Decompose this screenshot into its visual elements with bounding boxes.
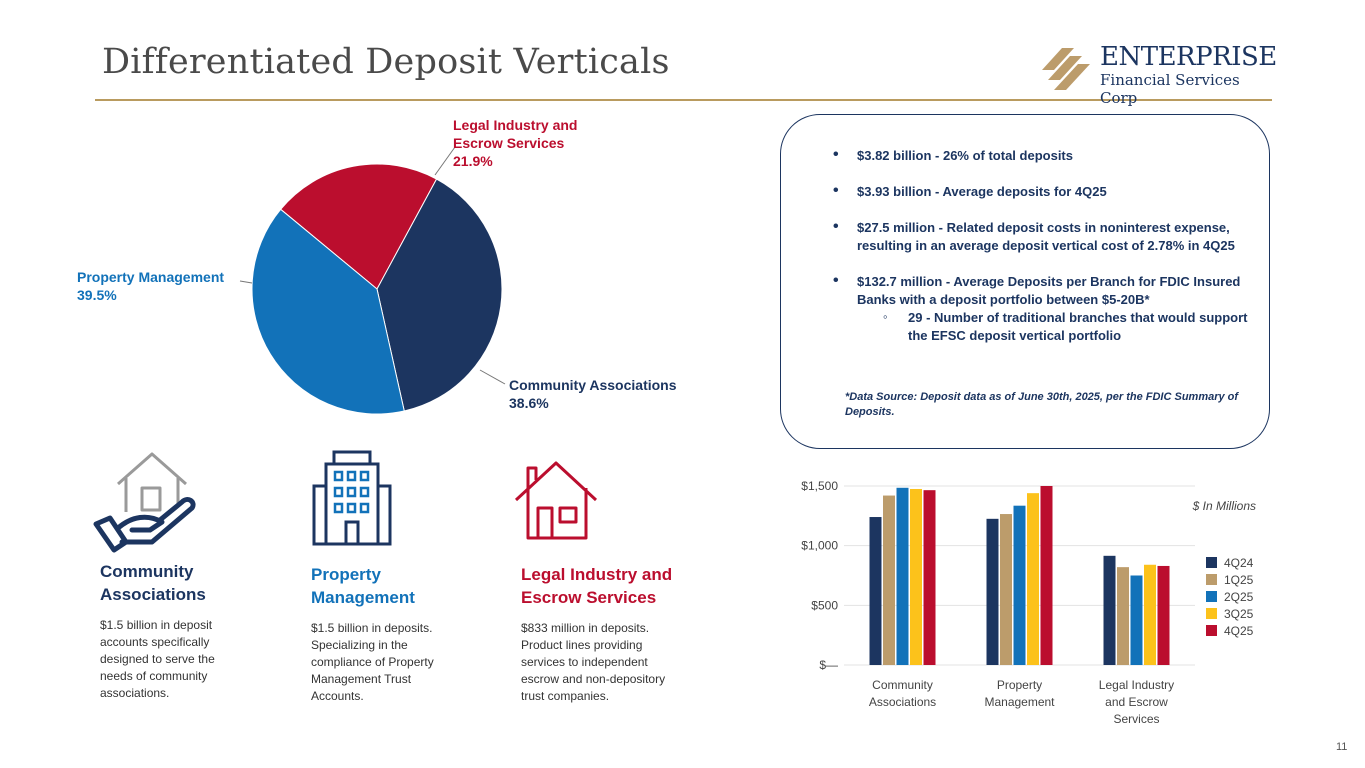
page-title: Differentiated Deposit Verticals [102, 42, 670, 82]
legend-label: 3Q25 [1224, 607, 1254, 621]
bar [910, 489, 922, 665]
x-category-label: Management [984, 695, 1055, 709]
stat-bullet: • $27.5 million - Related deposit costs in noninterest expense, resulting in an average deposit vertical cost of 2.78% in 4Q25 [833, 219, 1253, 255]
bar [1000, 514, 1012, 665]
pie-label-community [509, 376, 689, 412]
vertical-desc-property: $1.5 billion in deposits. Specializing in the compliance of Property Management Trust Accounts. [311, 621, 434, 703]
pie-label-property-name: Property Management [77, 269, 225, 285]
vertical-desc-community: $1.5 billion in deposit accounts specifically designed to serve the needs of community associations. [100, 618, 215, 700]
bar [1144, 565, 1156, 665]
x-category-label: Community [872, 678, 933, 692]
stat-bullet: • $3.82 billion - 26% of total deposits [833, 147, 1253, 165]
vertical-title-legal: Legal Industry and Escrow Services [521, 565, 673, 607]
logo-mark-icon [1040, 42, 1096, 92]
vertical-title-community: Community Associations [100, 562, 206, 604]
pie-label-property-value: 39.5% [77, 287, 117, 303]
x-category-label: Associations [868, 695, 937, 709]
pie-leader-line [435, 147, 455, 175]
stat-sub-bullet: ◦ 29 - Number of traditional branches that would support the EFSC deposit vertical portfolio [833, 309, 1253, 345]
page-number: 11 [1336, 741, 1348, 753]
legend-swatch [1206, 574, 1217, 585]
legend-swatch [1206, 608, 1217, 619]
bar [1117, 567, 1129, 665]
deposit-stats-list [833, 147, 1253, 363]
house-icon [512, 460, 600, 542]
bar [883, 496, 895, 665]
stat-bullet: • $132.7 million - Average Deposits per Branch for FDIC Insured Banks with a deposit portfolio between $5-20B* [833, 273, 1253, 309]
bar [1014, 506, 1026, 665]
legend-label: 2Q25 [1224, 590, 1254, 604]
bar [1027, 493, 1039, 665]
pie-label-community-name: Community Associations [509, 377, 677, 393]
pie-label-legal [453, 116, 613, 170]
logo-subtitle: Financial Services Corp [1100, 71, 1240, 107]
x-category-label: Legal Industry [1098, 678, 1175, 692]
quarterly-deposits-bar-chart [780, 460, 1280, 735]
y-tick-label: $1,500 [801, 479, 838, 493]
unit-note: $ In Millions [1192, 499, 1256, 513]
logo-name: ENTERPRISE [1100, 42, 1277, 72]
y-tick-label: $— [819, 658, 838, 672]
pie-label-property [77, 268, 247, 304]
x-category-label: Property [996, 678, 1043, 692]
bar [870, 517, 882, 665]
vertical-title-property: Property Management [311, 565, 415, 607]
hand-house-icon [92, 450, 198, 556]
pie-label-legal-value: 21.9% [453, 153, 493, 169]
bar [1104, 556, 1116, 665]
bar [1041, 486, 1053, 665]
x-category-label: and Escrow [1105, 695, 1168, 709]
legend-swatch [1206, 557, 1217, 568]
pie-leader-line [480, 370, 505, 384]
stat-bullet: • $3.93 billion - Average deposits for 4Q25 [833, 183, 1253, 201]
legend-swatch [1206, 591, 1217, 602]
pie-label-legal-name: Legal Industry and Escrow Services [453, 117, 578, 151]
y-tick-label: $1,000 [801, 538, 838, 553]
bar [1158, 566, 1170, 665]
legend-swatch [1206, 625, 1217, 636]
y-tick-label: $500 [811, 598, 838, 613]
x-category-label: Services [1113, 712, 1160, 726]
vertical-desc-legal: $833 million in deposits. Product lines providing services to independent escrow and non-depository trust companies. [521, 621, 666, 703]
bar [1131, 576, 1143, 666]
legend-label: 1Q25 [1224, 573, 1254, 587]
pie-label-community-value: 38.6% [509, 395, 549, 411]
bar [924, 490, 936, 665]
legend-label: 4Q24 [1224, 556, 1254, 570]
deposit-stats-box [780, 114, 1270, 449]
legend-label: 4Q25 [1224, 624, 1254, 638]
data-source-footnote: *Data Source: Deposit data as of June 30th, 2025, per the FDIC Summary of Deposits. [845, 391, 1239, 418]
bar [987, 519, 999, 665]
company-logo [1040, 42, 1280, 107]
building-icon [312, 450, 392, 546]
bar [897, 488, 909, 665]
